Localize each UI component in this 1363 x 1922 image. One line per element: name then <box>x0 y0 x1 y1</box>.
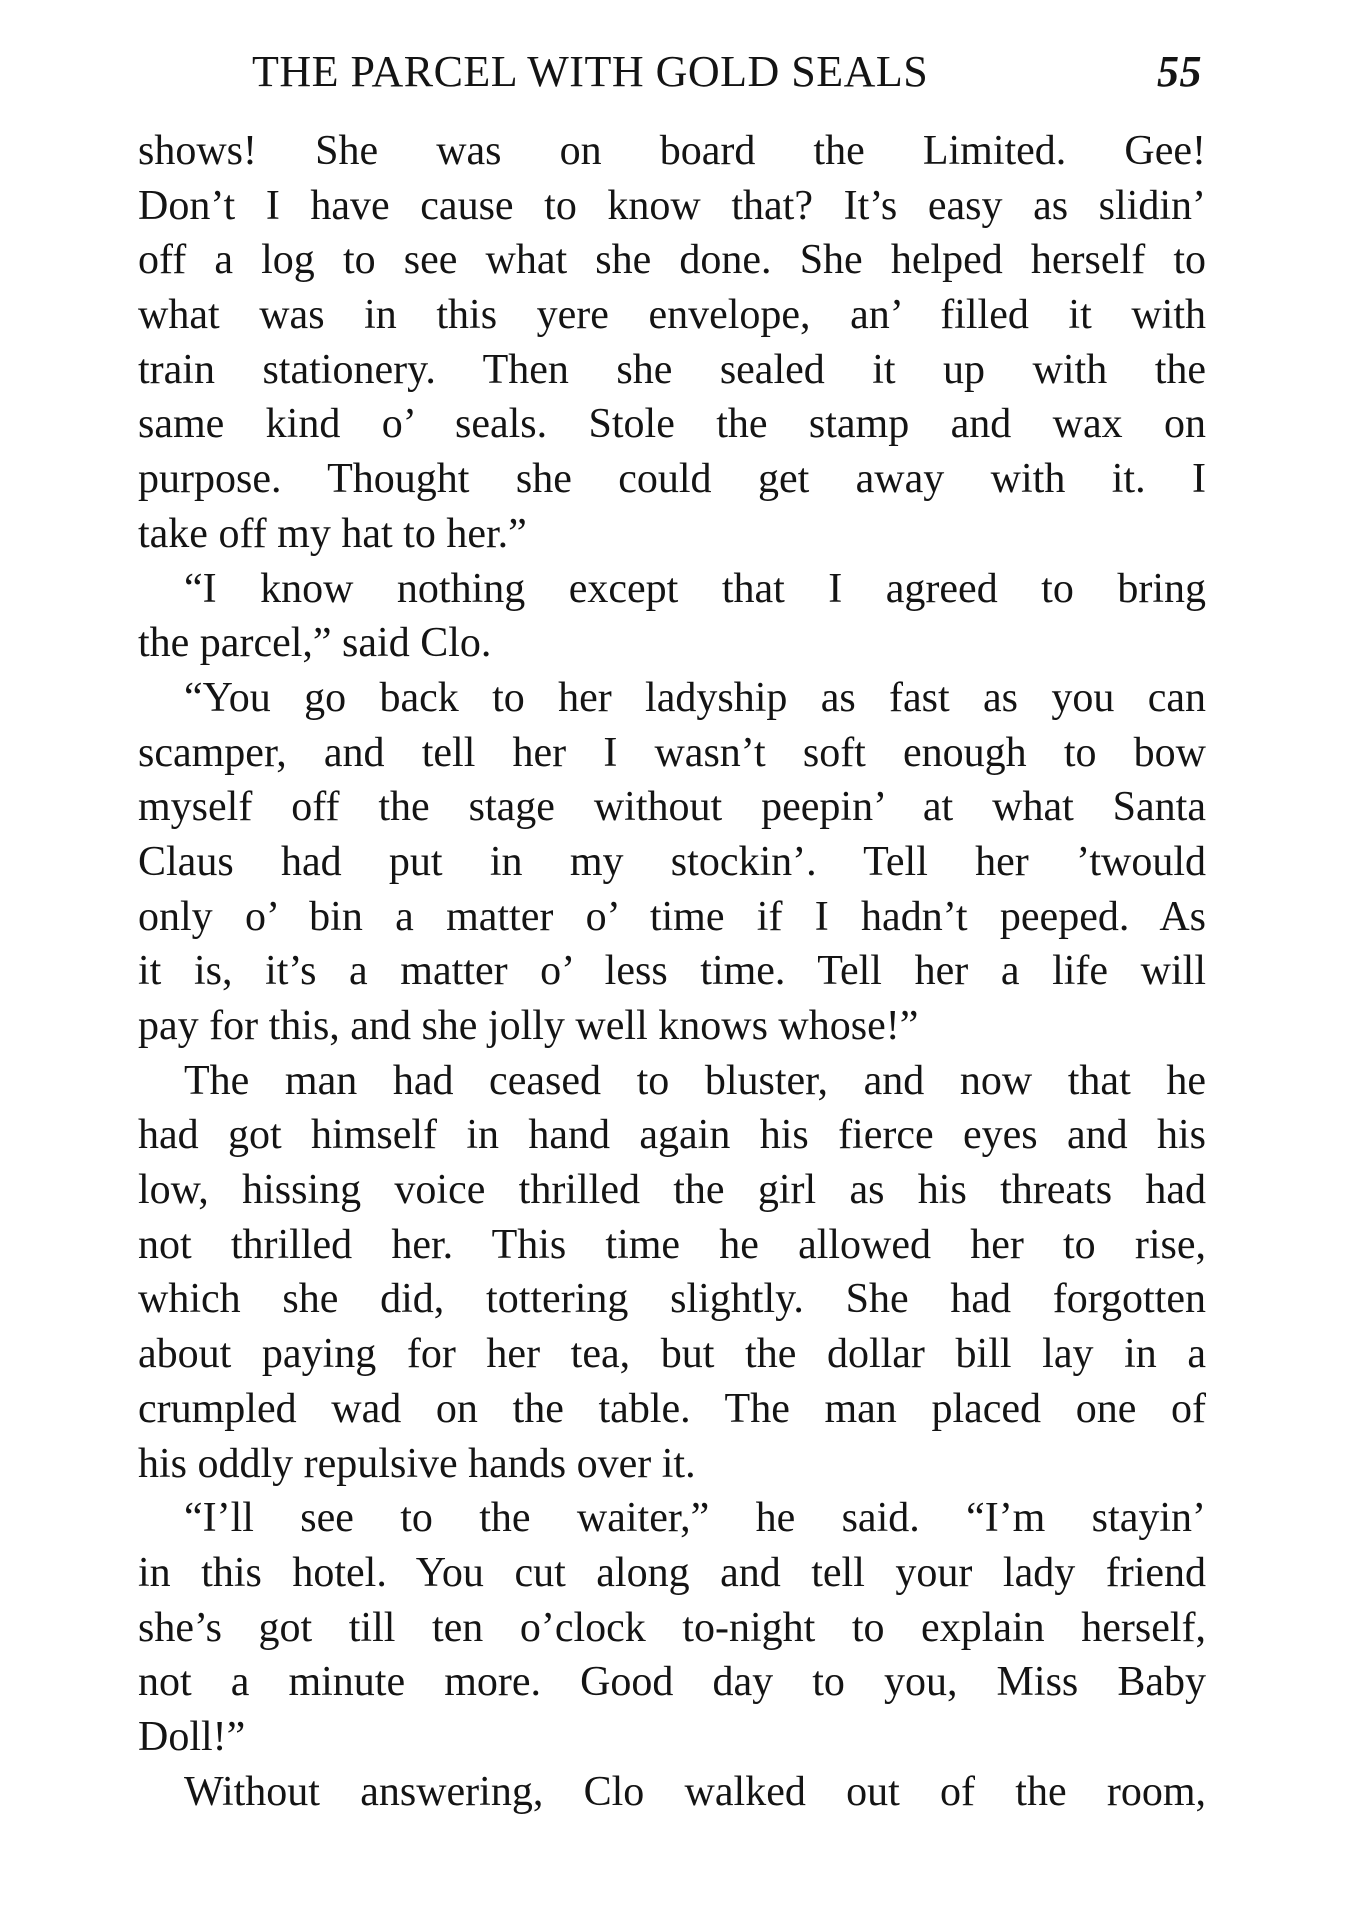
text-line: “I know nothing except that I agreed to bring <box>184 565 1206 612</box>
page-number: 55 <box>1157 47 1202 96</box>
text-line: what was in this yere envelope, an’ filled it with <box>138 292 1206 339</box>
text-line: Doll!” <box>138 1713 246 1760</box>
text-line: Without answering, Clo walked out of the room, <box>184 1768 1206 1815</box>
text-line: off a log to see what she done. She helped herself to <box>138 237 1206 284</box>
text-line: purpose. Thought she could get away with it. I <box>138 456 1206 503</box>
text-line: the parcel,” said Clo. <box>138 620 492 667</box>
text-line: about paying for her tea, but the dollar bill lay in a <box>138 1331 1206 1378</box>
text-line: not thrilled her. This time he allowed her to rise, <box>138 1221 1206 1268</box>
text-line: “You go back to her ladyship as fast as you can <box>184 674 1206 721</box>
text-line: which she did, tottering slightly. She had forgotten <box>138 1276 1206 1323</box>
text-line: not a minute more. Good day to you, Miss Baby <box>138 1659 1206 1706</box>
text-line: in this hotel. You cut along and tell your lady friend <box>138 1549 1206 1596</box>
text-line: scamper, and tell her I wasn’t soft enough to bow <box>138 729 1206 776</box>
text-line: it is, it’s a matter o’ less time. Tell her a life will <box>138 948 1206 995</box>
text-line: she’s got till ten o’clock to-night to explain herself, <box>138 1604 1206 1651</box>
text-line: shows! She was on board the Limited. Gee! <box>138 128 1206 174</box>
running-title: THE PARCEL WITH GOLD SEALS <box>252 47 929 96</box>
text-line: had got himself in hand again his fierce eyes and his <box>138 1112 1206 1159</box>
text-line: train stationery. Then she sealed it up with the <box>138 346 1206 393</box>
text-line: crumpled wad on the table. The man placed one of <box>138 1385 1206 1432</box>
text-line: his oddly repulsive hands over it. <box>138 1440 696 1487</box>
text-line: same kind o’ seals. Stole the stamp and wax on <box>138 401 1206 448</box>
text-line: low, hissing voice thrilled the girl as his threats had <box>138 1167 1206 1214</box>
text-line: take off my hat to her.” <box>138 510 527 557</box>
text-line: only o’ bin a matter o’ time if I hadn’t peeped. As <box>138 893 1206 940</box>
text-line: myself off the stage without peepin’ at what Santa <box>138 784 1206 831</box>
text-line: Don’t I have cause to know that? It’s easy as slidin’ <box>138 182 1206 229</box>
text-line: The man had ceased to bluster, and now that he <box>184 1057 1206 1104</box>
text-line: “I’ll see to the waiter,” he said. “I’m stayin’ <box>184 1495 1206 1542</box>
body-text <box>138 124 1206 1819</box>
text-line: Claus had put in my stockin’. Tell her ’twould <box>138 838 1206 885</box>
text-line: pay for this, and she jolly well knows whose!” <box>138 1003 919 1049</box>
running-head <box>252 42 1202 102</box>
